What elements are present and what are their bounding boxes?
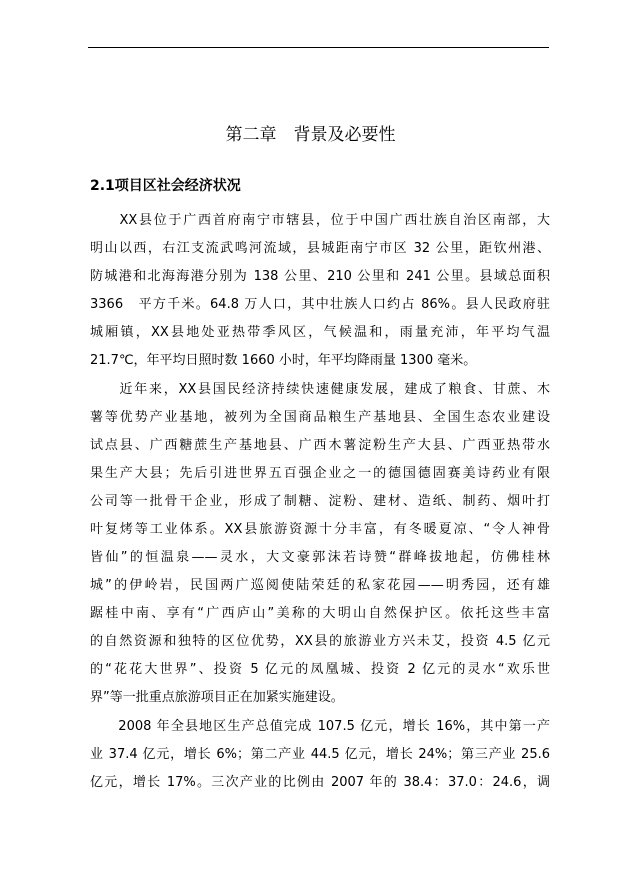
paragraph-line: 界”等一批重点旅游项目正在加紧实施建设。 xyxy=(90,690,344,705)
paragraph-line: 的自然资源和独特的区位优势，XX县的旅游业方兴未艾，投资 4.5 亿元 xyxy=(90,634,550,649)
paragraph-line: 21.7℃，年平均日照时数 1660 小时，年平均降雨量 1300 毫米。 xyxy=(90,353,477,368)
paragraph-line: 薯等优势产业基地，被列为全国商品粮生产基地县、全国生态农业建设 xyxy=(90,410,550,425)
paragraph-line: 试点县、广西糖蔗生产基地县、广西木薯淀粉生产大县、广西亚热带水 xyxy=(90,438,550,453)
header-rule xyxy=(88,47,549,48)
paragraph-line: 业 37.4 亿元，增长 6%；第二产业 44.5 亿元，增长 24%；第三产业 25.6 xyxy=(90,747,550,762)
paragraph-line: 城”的伊岭岩，民国两广巡阅使陆荣廷的私家花园——明秀园，还有雄 xyxy=(90,578,550,593)
paragraph-line: 的“花花大世界”、投资 5 亿元的凤凰城、投资 2 亿元的灵水“欢乐世 xyxy=(90,662,550,677)
paragraph-line: 果生产大县；先后引进世界五百强企业之一的德国德固赛美诗药业有限 xyxy=(90,466,550,481)
paragraph-line: 踞桂中南、享有“广西庐山”美称的大明山自然保护区。依托这些丰富 xyxy=(90,606,550,621)
chapter-title: 第二章 背景及必要性 xyxy=(225,125,396,145)
paragraph-line: 防城港和北海海港分别为 138 公里、210 公里和 241 公里。县域总面积 xyxy=(90,269,550,284)
paragraph-line: XX县位于广西首府南宁市辖县，位于中国广西壮族自治区南部，大 xyxy=(90,213,550,228)
paragraph-line: 明山以西，右江支流武鸣河流域，县城距南宁市区 32 公里，距钦州港、 xyxy=(90,241,550,256)
paragraph-line: 亿元，增长 17%。三次产业的比例由 2007 年的 38.4：37.0：24.6，调 xyxy=(90,775,550,790)
paragraph-line: 2008 年全县地区生产总值完成 107.5 亿元，增长 16%，其中第一产 xyxy=(90,719,550,734)
paragraph-line: 城厢镇，XX县地处亚热带季风区，气候温和，雨量充沛，年平均气温 xyxy=(90,325,550,340)
section-heading: 2.1项目区社会经济状况 xyxy=(90,178,241,194)
paragraph-line: 公司等一批骨干企业，形成了制糖、淀粉、建材、造纸、制药、烟叶打 xyxy=(90,494,550,509)
paragraph-line: 叶复烤等工业体系。XX县旅游资源十分丰富，有冬暖夏凉、“令人神骨 xyxy=(90,522,550,537)
paragraph-line: 近年来，XX县国民经济持续快速健康发展，建成了粮食、甘蔗、木 xyxy=(90,382,550,397)
paragraph-line: 3366 平方千米。64.8 万人口，其中壮族人口约占 86%。县人民政府驻 xyxy=(90,297,550,312)
paragraph-line: 皆仙”的恒温泉——灵水，大文豪郭沫若诗赞“群峰拔地起，仿佛桂林 xyxy=(90,550,550,565)
